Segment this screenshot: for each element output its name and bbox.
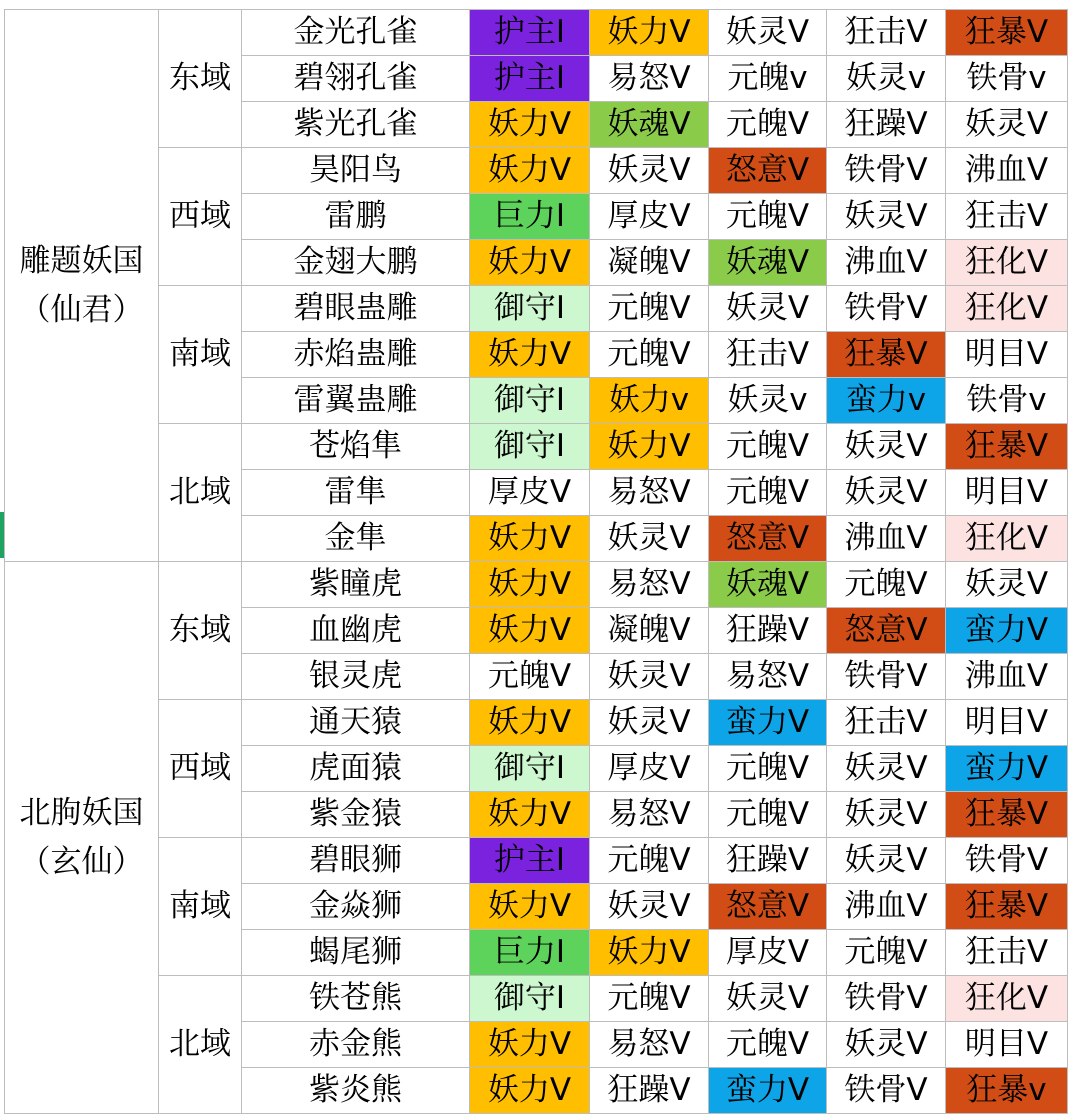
skill-cell[interactable]: 易怒V	[590, 470, 709, 516]
skill-cell[interactable]: 元魄V	[709, 746, 827, 792]
skill-cell[interactable]: 狂化V	[946, 976, 1068, 1022]
skill-cell[interactable]: 狂击V	[946, 194, 1068, 240]
table-row	[5, 286, 1068, 332]
skill-cell[interactable]: 妖魂V	[709, 562, 827, 608]
skill-cell[interactable]: 妖力V	[590, 424, 709, 470]
skill-cell[interactable]: 蛮力V	[946, 746, 1068, 792]
skill-cell[interactable]: 怒意V	[709, 148, 827, 194]
beast-name-cell[interactable]: 雷鹏	[242, 194, 470, 240]
skill-cell[interactable]: 狂暴V	[827, 332, 946, 378]
skill-cell[interactable]: 妖灵v	[827, 56, 946, 102]
skill-cell[interactable]: 元魄V	[709, 102, 827, 148]
skill-cell[interactable]: 狂化V	[946, 286, 1068, 332]
beast-name-cell[interactable]: 血幽虎	[242, 608, 470, 654]
skill-cell[interactable]: 元魄V	[827, 930, 946, 976]
skill-cell[interactable]: 沸血V	[827, 240, 946, 286]
table-row	[5, 562, 1068, 608]
beast-name-cell[interactable]: 银灵虎	[242, 654, 470, 700]
table-row	[5, 700, 1068, 746]
skill-cell[interactable]: 厚皮V	[590, 746, 709, 792]
skill-cell[interactable]: 妖灵V	[590, 654, 709, 700]
skill-cell[interactable]: 元魄v	[709, 56, 827, 102]
skill-cell[interactable]: 厚皮V	[470, 470, 590, 516]
skill-cell[interactable]: 妖灵V	[827, 838, 946, 884]
skill-cell[interactable]: 妖力V	[470, 884, 590, 930]
region-cell[interactable]: 东域	[159, 10, 242, 148]
region-cell[interactable]: 北域	[159, 976, 242, 1114]
beast-name-cell[interactable]: 紫光孔雀	[242, 102, 470, 148]
skill-cell[interactable]: 御守I	[470, 286, 590, 332]
region-cell[interactable]: 北域	[159, 424, 242, 562]
table-row	[5, 424, 1068, 470]
skill-cell[interactable]: 元魄V	[827, 562, 946, 608]
beast-name-cell[interactable]: 碧眼蛊雕	[242, 286, 470, 332]
skill-cell[interactable]: 妖力V	[470, 792, 590, 838]
skill-cell[interactable]: 狂暴v	[946, 1068, 1068, 1114]
skill-cell[interactable]: 妖魂V	[590, 102, 709, 148]
table-body	[5, 10, 1068, 1114]
skill-cell[interactable]: 妖力V	[470, 516, 590, 562]
skill-cell[interactable]: 妖灵V	[827, 194, 946, 240]
skill-cell[interactable]: 妖灵V	[709, 976, 827, 1022]
kingdom-rank: （仙君）	[19, 291, 144, 328]
skill-cell[interactable]: 明目V	[946, 332, 1068, 378]
skill-cell[interactable]: 狂击V	[827, 10, 946, 56]
skill-cell[interactable]: 蛮力v	[827, 378, 946, 424]
beast-name-cell[interactable]: 碧翎孔雀	[242, 56, 470, 102]
skill-cell[interactable]: 护主I	[470, 10, 590, 56]
skill-cell[interactable]: 妖力V	[470, 700, 590, 746]
skill-cell[interactable]: 明目V	[946, 1022, 1068, 1068]
skill-cell[interactable]: 铁骨V	[827, 976, 946, 1022]
skill-cell[interactable]: 妖灵V	[827, 470, 946, 516]
skill-cell[interactable]: 凝魄V	[590, 608, 709, 654]
skill-cell[interactable]: 怒意V	[827, 608, 946, 654]
skill-cell[interactable]: 妖灵V	[590, 148, 709, 194]
skill-cell[interactable]: 御守I	[470, 976, 590, 1022]
skill-cell[interactable]: 妖力V	[470, 102, 590, 148]
beast-name-cell[interactable]: 金翅大鹏	[242, 240, 470, 286]
skill-cell[interactable]: 妖力V	[470, 562, 590, 608]
skill-cell[interactable]: 元魄V	[709, 424, 827, 470]
skill-cell[interactable]: 狂躁V	[827, 102, 946, 148]
skill-cell[interactable]: 元魄V	[709, 194, 827, 240]
skill-cell[interactable]: 元魄V	[709, 792, 827, 838]
skill-cell[interactable]: 元魄V	[709, 470, 827, 516]
region-cell[interactable]: 西域	[159, 700, 242, 838]
skill-cell[interactable]: 妖力V	[470, 332, 590, 378]
skill-cell[interactable]: 妖灵v	[709, 378, 827, 424]
beast-name-cell[interactable]: 紫金猿	[242, 792, 470, 838]
skill-cell[interactable]: 铁骨V	[827, 654, 946, 700]
skill-cell[interactable]: 怒意V	[709, 516, 827, 562]
beast-name-cell[interactable]: 昊阳鸟	[242, 148, 470, 194]
beast-name-cell[interactable]: 碧眼狮	[242, 838, 470, 884]
table-row	[5, 10, 1068, 56]
kingdom-name: 北朐妖国	[19, 795, 144, 832]
skill-cell[interactable]: 铁骨v	[946, 378, 1068, 424]
skill-cell[interactable]: 妖力V	[470, 608, 590, 654]
skill-cell[interactable]: 妖灵V	[946, 102, 1068, 148]
skill-cell[interactable]: 凝魄V	[590, 240, 709, 286]
skill-cell[interactable]: 妖力v	[590, 378, 709, 424]
skill-cell[interactable]: 狂化V	[946, 240, 1068, 286]
skill-cell[interactable]: 易怒V	[590, 562, 709, 608]
table-row	[5, 976, 1068, 1022]
skill-cell[interactable]: 妖魂V	[709, 240, 827, 286]
skill-cell[interactable]: 狂化V	[946, 516, 1068, 562]
skill-cell[interactable]: 妖力V	[470, 240, 590, 286]
kingdom-cell[interactable]	[5, 562, 159, 1114]
beast-name-cell[interactable]: 苍焰隼	[242, 424, 470, 470]
beast-name-cell[interactable]: 通天猿	[242, 700, 470, 746]
skill-cell[interactable]: 沸血V	[946, 654, 1068, 700]
skill-cell[interactable]: 铁骨V	[827, 286, 946, 332]
skill-cell[interactable]: 妖灵V	[827, 746, 946, 792]
skill-cell[interactable]: 蛮力V	[709, 700, 827, 746]
skill-cell[interactable]: 狂暴V	[946, 792, 1068, 838]
region-cell[interactable]: 南域	[159, 286, 242, 424]
skill-cell[interactable]: 御守I	[470, 378, 590, 424]
skill-cell[interactable]: 妖力V	[590, 10, 709, 56]
skill-cell[interactable]: 沸血V	[827, 516, 946, 562]
skill-cell[interactable]: 厚皮V	[590, 194, 709, 240]
beast-name-cell[interactable]: 虎面猿	[242, 746, 470, 792]
skill-cell[interactable]: 元魄V	[590, 286, 709, 332]
beast-name-cell[interactable]: 金光孔雀	[242, 10, 470, 56]
beast-name-cell[interactable]: 赤焰蛊雕	[242, 332, 470, 378]
skill-cell[interactable]: 狂暴V	[946, 424, 1068, 470]
skill-cell[interactable]: 铁骨V	[827, 1068, 946, 1114]
skill-cell[interactable]: 妖灵V	[709, 10, 827, 56]
skill-cell[interactable]: 妖灵V	[946, 562, 1068, 608]
beast-name-cell[interactable]: 紫炎熊	[242, 1068, 470, 1114]
skill-cell[interactable]: 巨力I	[470, 930, 590, 976]
skill-cell[interactable]: 蛮力V	[709, 1068, 827, 1114]
skill-cell[interactable]: 护主I	[470, 56, 590, 102]
region-cell[interactable]: 西域	[159, 148, 242, 286]
skill-cell[interactable]: 妖灵V	[590, 884, 709, 930]
skill-cell[interactable]: 狂躁V	[590, 1068, 709, 1114]
skill-cell[interactable]: 铁骨V	[946, 838, 1068, 884]
skill-cell[interactable]: 易怒V	[590, 792, 709, 838]
skill-cell[interactable]: 沸血V	[827, 884, 946, 930]
skill-cell[interactable]: 妖灵V	[827, 424, 946, 470]
skill-cell[interactable]: 御守I	[470, 424, 590, 470]
skill-cell[interactable]: 元魄V	[709, 1022, 827, 1068]
kingdom-cell[interactable]	[5, 10, 159, 562]
skill-cell[interactable]: 元魄V	[590, 332, 709, 378]
skill-cell[interactable]: 易怒V	[590, 56, 709, 102]
skill-cell[interactable]: 护主I	[470, 838, 590, 884]
skill-cell[interactable]: 怒意V	[709, 884, 827, 930]
skill-cell[interactable]: 明目V	[946, 470, 1068, 516]
skill-cell[interactable]: 狂击V	[827, 700, 946, 746]
skill-cell[interactable]: 明目V	[946, 700, 1068, 746]
skill-cell[interactable]: 易怒V	[709, 654, 827, 700]
skill-cell[interactable]: 妖灵V	[590, 516, 709, 562]
beast-name-cell[interactable]: 金焱狮	[242, 884, 470, 930]
skill-cell[interactable]: 妖力V	[470, 148, 590, 194]
skill-cell[interactable]: 蛮力V	[946, 608, 1068, 654]
skill-cell[interactable]: 妖灵V	[709, 286, 827, 332]
skill-cell[interactable]: 妖灵V	[590, 700, 709, 746]
skill-cell[interactable]: 沸血V	[946, 148, 1068, 194]
beast-name-cell[interactable]: 雷翼蛊雕	[242, 378, 470, 424]
skill-cell[interactable]: 狂躁V	[709, 838, 827, 884]
beast-name-cell[interactable]: 金隼	[242, 516, 470, 562]
skill-cell[interactable]: 妖灵V	[827, 1022, 946, 1068]
skill-cell[interactable]: 元魄V	[590, 976, 709, 1022]
skill-cell[interactable]: 御守I	[470, 746, 590, 792]
skill-cell[interactable]: 狂暴V	[946, 10, 1068, 56]
skill-cell[interactable]: 易怒V	[590, 1022, 709, 1068]
skill-cell[interactable]: 狂躁V	[709, 608, 827, 654]
skill-cell[interactable]: 狂暴V	[946, 884, 1068, 930]
kingdom-rank: （玄仙）	[19, 843, 144, 880]
beast-name-cell[interactable]: 紫瞳虎	[242, 562, 470, 608]
beast-name-cell[interactable]: 赤金熊	[242, 1022, 470, 1068]
table-row	[5, 838, 1068, 884]
skill-cell[interactable]: 狂击V	[946, 930, 1068, 976]
skill-cell[interactable]: 妖力V	[470, 1022, 590, 1068]
region-cell[interactable]: 南域	[159, 838, 242, 976]
kingdom-name: 雕题妖国	[19, 243, 144, 280]
table-row	[5, 148, 1068, 194]
beast-name-cell[interactable]: 蝎尾狮	[242, 930, 470, 976]
region-cell[interactable]: 东域	[159, 562, 242, 700]
skill-cell[interactable]: 巨力I	[470, 194, 590, 240]
skill-cell[interactable]: 厚皮V	[709, 930, 827, 976]
skill-cell[interactable]: 铁骨v	[946, 56, 1068, 102]
skill-cell[interactable]: 狂击V	[709, 332, 827, 378]
skill-cell[interactable]: 妖力V	[470, 1068, 590, 1114]
skill-cell[interactable]: 妖力V	[590, 930, 709, 976]
beast-skill-table	[4, 9, 1068, 1114]
skill-cell[interactable]: 铁骨V	[827, 148, 946, 194]
skill-cell[interactable]: 妖灵V	[827, 792, 946, 838]
skill-cell[interactable]: 元魄V	[590, 838, 709, 884]
beast-name-cell[interactable]: 雷隼	[242, 470, 470, 516]
beast-name-cell[interactable]: 铁苍熊	[242, 976, 470, 1022]
skill-cell[interactable]: 元魄V	[470, 654, 590, 700]
